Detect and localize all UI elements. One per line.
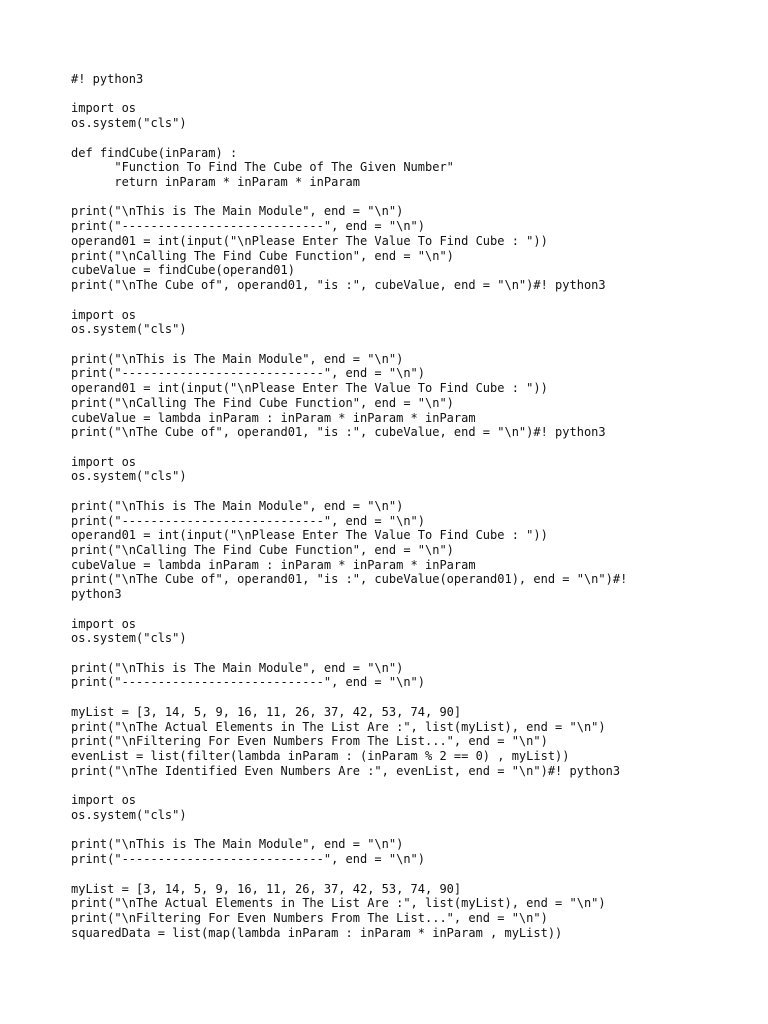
code-line: def findCube(inParam) : (71, 145, 238, 160)
blank-line (71, 823, 751, 838)
code-line: print("\nThis is The Main Module", end = "\n") (71, 351, 404, 366)
blank-line (71, 484, 751, 499)
code-line: operand01 = int(input("\nPlease Enter The Value To Find Cube : ")) (71, 233, 548, 248)
blank-line (71, 646, 751, 661)
code-line: cubeValue = lambda inParam : inParam * inParam * inParam (71, 557, 476, 572)
code-line: print("\nThe Identified Even Numbers Are :", evenList, end = "\n")#! python3 (71, 763, 621, 778)
code-line: print("\nFiltering For Even Numbers From The List...", end = "\n") (71, 734, 548, 749)
blank-line (71, 131, 751, 146)
code-line: os.system("cls") (71, 631, 187, 646)
code-line: print("\nCalling The Find Cube Function", end = "\n") (71, 543, 454, 557)
code-line: print("\nThis is The Main Module", end = "\n") (71, 837, 404, 852)
code-line: print("----------------------------", end = "\n") (71, 675, 426, 690)
blank-line (71, 87, 751, 102)
code-line: operand01 = int(input("\nPlease Enter The Value To Find Cube : ")) (71, 381, 548, 396)
code-line: operand01 = int(input("\nPlease Enter The Value To Find Cube : ")) (71, 528, 548, 543)
code-line: cubeValue = findCube(operand01) (71, 263, 295, 278)
code-line: "Function To Find The Cube of The Given Number" (71, 160, 454, 175)
blank-line (71, 690, 751, 705)
code-line: import os (71, 307, 137, 322)
blank-line (71, 779, 751, 794)
code-line: cubeValue = lambda inParam : inParam * inParam * inParam (71, 410, 476, 425)
blank-line (71, 867, 751, 882)
code-line: os.system("cls") (71, 807, 187, 822)
code-line: print("----------------------------", end = "\n") (71, 852, 426, 867)
code-line: print("----------------------------", end = "\n") (71, 219, 426, 234)
code-line: print("\nThis is The Main Module", end = "\n") (71, 660, 404, 675)
code-line: print("\nFiltering For Even Numbers From The List...", end = "\n") (71, 910, 548, 925)
code-line: #! python3 (71, 72, 144, 86)
code-line: print("\nThe Cube of", operand01, "is :", cubeValue, end = "\n")#! python3 (71, 278, 606, 293)
blank-line (71, 293, 751, 308)
code-line: os.system("cls") (71, 322, 187, 337)
blank-line (71, 602, 751, 617)
code-line: import os (71, 454, 137, 469)
code-line: python3 (71, 587, 122, 602)
code-line: import os (71, 616, 137, 631)
code-line: print("\nThe Actual Elements in The List Are :", list(myList), end = "\n") (71, 719, 606, 734)
code-listing (71, 72, 751, 940)
code-line: print("\nThe Actual Elements in The List Are :", list(myList), end = "\n") (71, 896, 606, 911)
code-line: print("\nThe Cube of", operand01, "is :", cubeValue(operand01), end = "\n")#! (71, 572, 628, 587)
code-line: import os (71, 793, 137, 808)
code-line: myList = [3, 14, 5, 9, 16, 11, 26, 37, 42, 53, 74, 90] (71, 704, 462, 719)
code-line: evenList = list(filter(lambda inParam : (inParam % 2 == 0) , myList)) (71, 749, 570, 764)
code-line: os.system("cls") (71, 116, 187, 131)
blank-line (71, 440, 751, 455)
blank-line (71, 190, 751, 205)
code-line: print("----------------------------", end = "\n") (71, 513, 426, 528)
code-line: print("----------------------------", end = "\n") (71, 366, 426, 381)
blank-line (71, 337, 751, 352)
code-line: print("\nCalling The Find Cube Function", end = "\n") (71, 248, 454, 263)
code-line: os.system("cls") (71, 469, 187, 484)
code-line: return inParam * inParam * inParam (71, 175, 360, 190)
code-line: myList = [3, 14, 5, 9, 16, 11, 26, 37, 42, 53, 74, 90] (71, 881, 462, 896)
code-line: squaredData = list(map(lambda inParam : inParam * inParam , myList)) (71, 925, 563, 940)
code-line: print("\nThis is The Main Module", end = "\n") (71, 498, 404, 513)
code-line: print("\nThe Cube of", operand01, "is :", cubeValue, end = "\n")#! python3 (71, 425, 606, 440)
code-line: import os (71, 101, 137, 116)
code-line: print("\nCalling The Find Cube Function", end = "\n") (71, 395, 454, 410)
code-line: print("\nThis is The Main Module", end = "\n") (71, 204, 404, 219)
